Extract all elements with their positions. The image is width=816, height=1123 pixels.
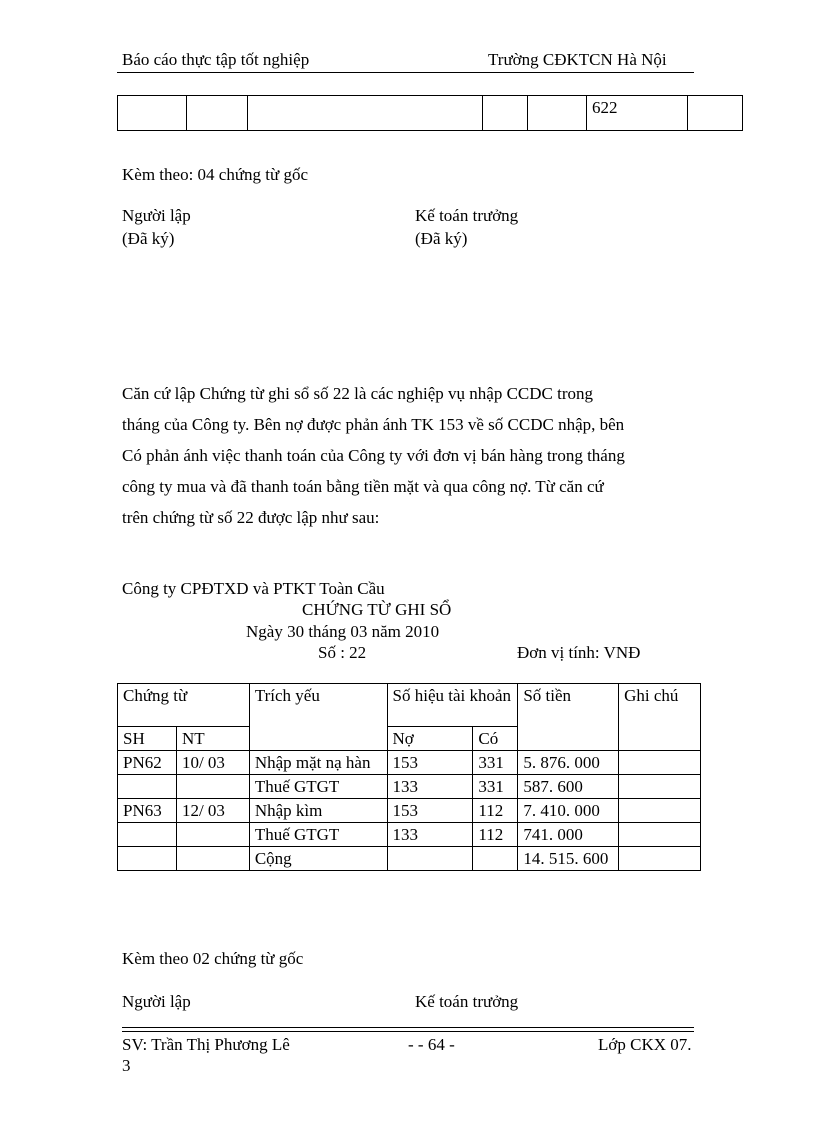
cell-nt: 12/ 03 bbox=[176, 799, 249, 823]
cell-amount: 5. 876. 000 bbox=[518, 751, 619, 775]
header-credit: Có bbox=[473, 727, 518, 751]
table-row bbox=[118, 775, 701, 799]
cell-debit: 153 bbox=[387, 751, 473, 775]
cell-summary: Nhập mặt nạ hàn bbox=[249, 751, 387, 775]
header-account-no: Số hiệu tài khoản bbox=[387, 684, 518, 727]
cell-debit: 133 bbox=[387, 775, 473, 799]
explanation-paragraph bbox=[122, 378, 712, 533]
table-cell bbox=[528, 96, 587, 131]
cell-note bbox=[619, 847, 701, 871]
header-school-name: Trường CĐKTCN Hà Nội bbox=[488, 50, 667, 69]
cell-debit: 133 bbox=[387, 823, 473, 847]
cell-sh: PN63 bbox=[118, 799, 177, 823]
footer-class: Lớp CKX 07. bbox=[598, 1035, 692, 1054]
cell-sh: PN62 bbox=[118, 751, 177, 775]
preparer-title-2: Người lập bbox=[122, 992, 191, 1011]
cell-nt bbox=[176, 847, 249, 871]
top-partial-table bbox=[117, 95, 743, 131]
cell-summary: Nhập kìm bbox=[249, 799, 387, 823]
paragraph-line: Căn cứ lập Chứng từ ghi sổ số 22 là các nghiệp vụ nhập CCDC trong bbox=[122, 384, 594, 403]
table-cell bbox=[248, 96, 483, 131]
cell-note bbox=[619, 823, 701, 847]
cell-amount-total: 14. 515. 600 bbox=[518, 847, 619, 871]
paragraph-line: công ty mua và đã thanh toán bằng tiền mặt và qua công nợ. Từ căn cứ bbox=[122, 477, 604, 496]
cell-credit: 331 bbox=[473, 775, 518, 799]
cell-note bbox=[619, 799, 701, 823]
preparer-title: Người lập bbox=[122, 206, 191, 225]
voucher-table bbox=[117, 683, 701, 871]
footer-page-number: - - 64 - bbox=[408, 1035, 455, 1054]
cell-credit: 331 bbox=[473, 751, 518, 775]
cell-summary: Cộng bbox=[249, 847, 387, 871]
header-divider bbox=[117, 72, 694, 73]
table-row bbox=[118, 823, 701, 847]
voucher-title: CHỨNG TỪ GHI SỔ bbox=[302, 600, 452, 619]
cell-sh bbox=[118, 823, 177, 847]
cell-nt bbox=[176, 775, 249, 799]
footer-class-suffix: 3 bbox=[122, 1056, 131, 1075]
voucher-number: Số : 22 bbox=[318, 643, 367, 662]
currency-unit: Đơn vị tính: VNĐ bbox=[517, 643, 641, 662]
header-sh: SH bbox=[118, 727, 177, 751]
table-row bbox=[118, 751, 701, 775]
cell-summary: Thuế GTGT bbox=[249, 823, 387, 847]
cell-credit bbox=[473, 847, 518, 871]
cell-nt: 10/ 03 bbox=[176, 751, 249, 775]
cell-debit: 153 bbox=[387, 799, 473, 823]
header-voucher: Chứng từ bbox=[118, 684, 250, 727]
cell-summary: Thuế GTGT bbox=[249, 775, 387, 799]
paragraph-line: tháng của Công ty. Bên nợ được phản ánh TK 153 về số CCDC nhập, bên bbox=[122, 415, 625, 434]
paragraph-line: Có phản ánh việc thanh toán của Công ty với đơn vị bán hàng trong tháng bbox=[122, 446, 625, 465]
header-note: Ghi chú bbox=[619, 684, 701, 751]
cell-debit bbox=[387, 847, 473, 871]
table-row bbox=[118, 799, 701, 823]
cell-amount: 741. 000 bbox=[518, 823, 619, 847]
attachment-note-2: Kèm theo 02 chứng từ gốc bbox=[122, 949, 304, 968]
table-cell bbox=[118, 96, 187, 131]
preparer-signed: (Đã ký) bbox=[122, 229, 175, 248]
cell-amount: 587. 600 bbox=[518, 775, 619, 799]
footer-divider bbox=[122, 1031, 694, 1032]
table-total-row bbox=[118, 847, 701, 871]
header-amount: Số tiền bbox=[518, 684, 619, 751]
cell-note bbox=[619, 775, 701, 799]
table-row bbox=[118, 96, 743, 131]
footer-student: SV: Trần Thị Phương Lê bbox=[122, 1035, 290, 1054]
table-cell: 622 bbox=[587, 96, 688, 131]
header-summary: Trích yếu bbox=[249, 684, 387, 751]
company-name: Công ty CPĐTXD và PTKT Toàn Cầu bbox=[122, 579, 385, 598]
voucher-date: Ngày 30 tháng 03 năm 2010 bbox=[246, 622, 440, 641]
cell-note bbox=[619, 751, 701, 775]
table-header-row bbox=[118, 684, 701, 727]
cell-sh bbox=[118, 847, 177, 871]
table-cell bbox=[187, 96, 248, 131]
cell-amount: 7. 410. 000 bbox=[518, 799, 619, 823]
header-nt: NT bbox=[176, 727, 249, 751]
cell-credit: 112 bbox=[473, 799, 518, 823]
cell-nt bbox=[176, 823, 249, 847]
cell-credit: 112 bbox=[473, 823, 518, 847]
table-cell bbox=[483, 96, 528, 131]
chief-accountant-title: Kế toán trưởng bbox=[415, 206, 519, 225]
cell-sh bbox=[118, 775, 177, 799]
paragraph-line: trên chứng từ số 22 được lập như sau: bbox=[122, 508, 380, 527]
header-report-title: Báo cáo thực tập tốt nghiệp bbox=[122, 50, 310, 69]
chief-accountant-title-2: Kế toán trưởng bbox=[415, 992, 519, 1011]
table-cell bbox=[688, 96, 743, 131]
footer-divider bbox=[122, 1027, 694, 1028]
chief-accountant-signed: (Đã ký) bbox=[415, 229, 468, 248]
attachment-note-1: Kèm theo: 04 chứng từ gốc bbox=[122, 165, 309, 184]
header-debit: Nợ bbox=[387, 727, 473, 751]
